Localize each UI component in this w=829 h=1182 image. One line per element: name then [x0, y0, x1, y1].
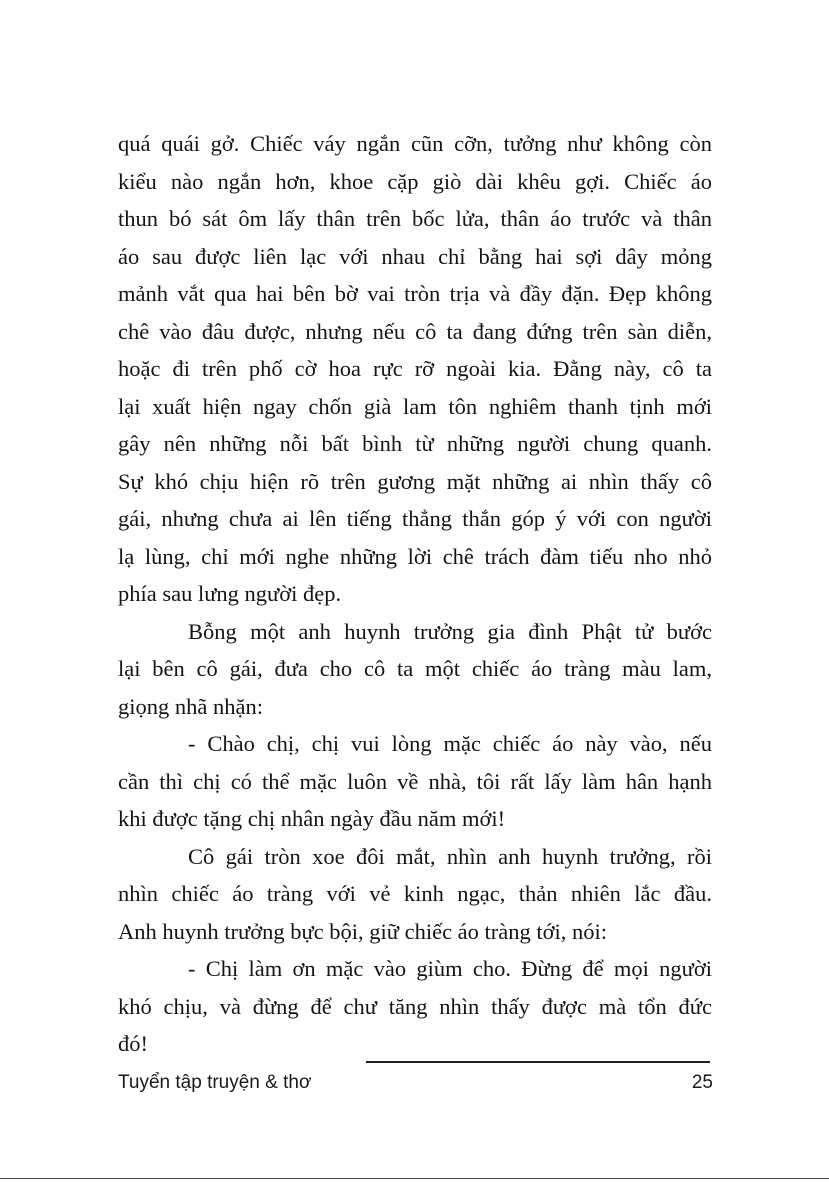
text-line: chê vào đâu được, nhưng nếu cô ta đang đứng trên sàn diễn,	[118, 318, 712, 344]
text-line: đó!	[118, 1031, 148, 1056]
text-line: cần thì chị có thể mặc luôn về nhà, tôi rất lấy làm hân hạnh	[118, 768, 712, 794]
text-line: - Chị làm ơn mặc vào giùm cho. Đừng để mọi người	[188, 956, 712, 981]
text-line: khó chịu, và đừng để chư tăng nhìn thấy được mà tổn đức	[118, 993, 712, 1019]
text-line: Cô gái tròn xoe đôi mắt, nhìn anh huynh trưởng, rồi	[188, 843, 712, 869]
text-line: áo sau được liên lạc với nhau chỉ bằng hai sợi dây mỏng	[118, 243, 712, 269]
text-line: quá quái gở. Chiếc váy ngắn cũn cỡn, tưởng như không còn	[118, 131, 712, 156]
text-line: lại bên cô gái, đưa cho cô ta một chiếc áo tràng màu lam,	[118, 656, 712, 681]
body-text	[118, 125, 712, 1063]
text-line: Bỗng một anh huynh trưởng gia đình Phật tử bước	[188, 618, 712, 644]
text-line: mảnh vắt qua hai bên bờ vai tròn trịa và đầy đặn. Đẹp không	[118, 281, 712, 306]
text-line: kiểu nào ngắn hơn, khoe cặp giò dài khêu gợi. Chiếc áo	[118, 168, 712, 194]
footer-book-title: Tuyển tập truyện & thơ	[118, 1072, 312, 1093]
text-line: gây nên những nỗi bất bình từ những người chung quanh.	[118, 431, 712, 456]
footer-divider	[366, 1061, 710, 1063]
text-line: khi được tặng chị nhân ngày đầu năm mới!	[118, 806, 506, 831]
text-line: Sự khó chịu hiện rõ trên gương mặt những ai nhìn thấy cô	[118, 468, 712, 494]
text-line: phía sau lưng người đẹp.	[118, 581, 342, 606]
text-line: nhìn chiếc áo tràng với vẻ kinh ngạc, thản nhiên lắc đầu.	[118, 881, 712, 906]
text-line: thun bó sát ôm lấy thân trên bốc lửa, thân áo trước và thân	[118, 206, 712, 231]
page-bottom-edge	[0, 1178, 829, 1179]
text-line: giọng nhã nhặn:	[118, 693, 263, 719]
text-line: lại xuất hiện ngay chốn già lam tôn nghiêm thanh tịnh mới	[118, 393, 712, 419]
text-line: lạ lùng, chỉ mới nghe những lời chê trách đàm tiếu nho nhỏ	[118, 543, 712, 569]
text-line: gái, nhưng chưa ai lên tiếng thẳng thắn góp ý với con người	[118, 506, 712, 531]
text-line: hoặc đi trên phố cờ hoa rực rỡ ngoài kia. Đằng này, cô ta	[118, 356, 712, 381]
text-line: Anh huynh trưởng bực bội, giữ chiếc áo tràng tới, nói:	[118, 918, 608, 944]
text-line: - Chào chị, chị vui lòng mặc chiếc áo này vào, nếu	[188, 731, 712, 756]
page-number: 25	[691, 1072, 713, 1093]
